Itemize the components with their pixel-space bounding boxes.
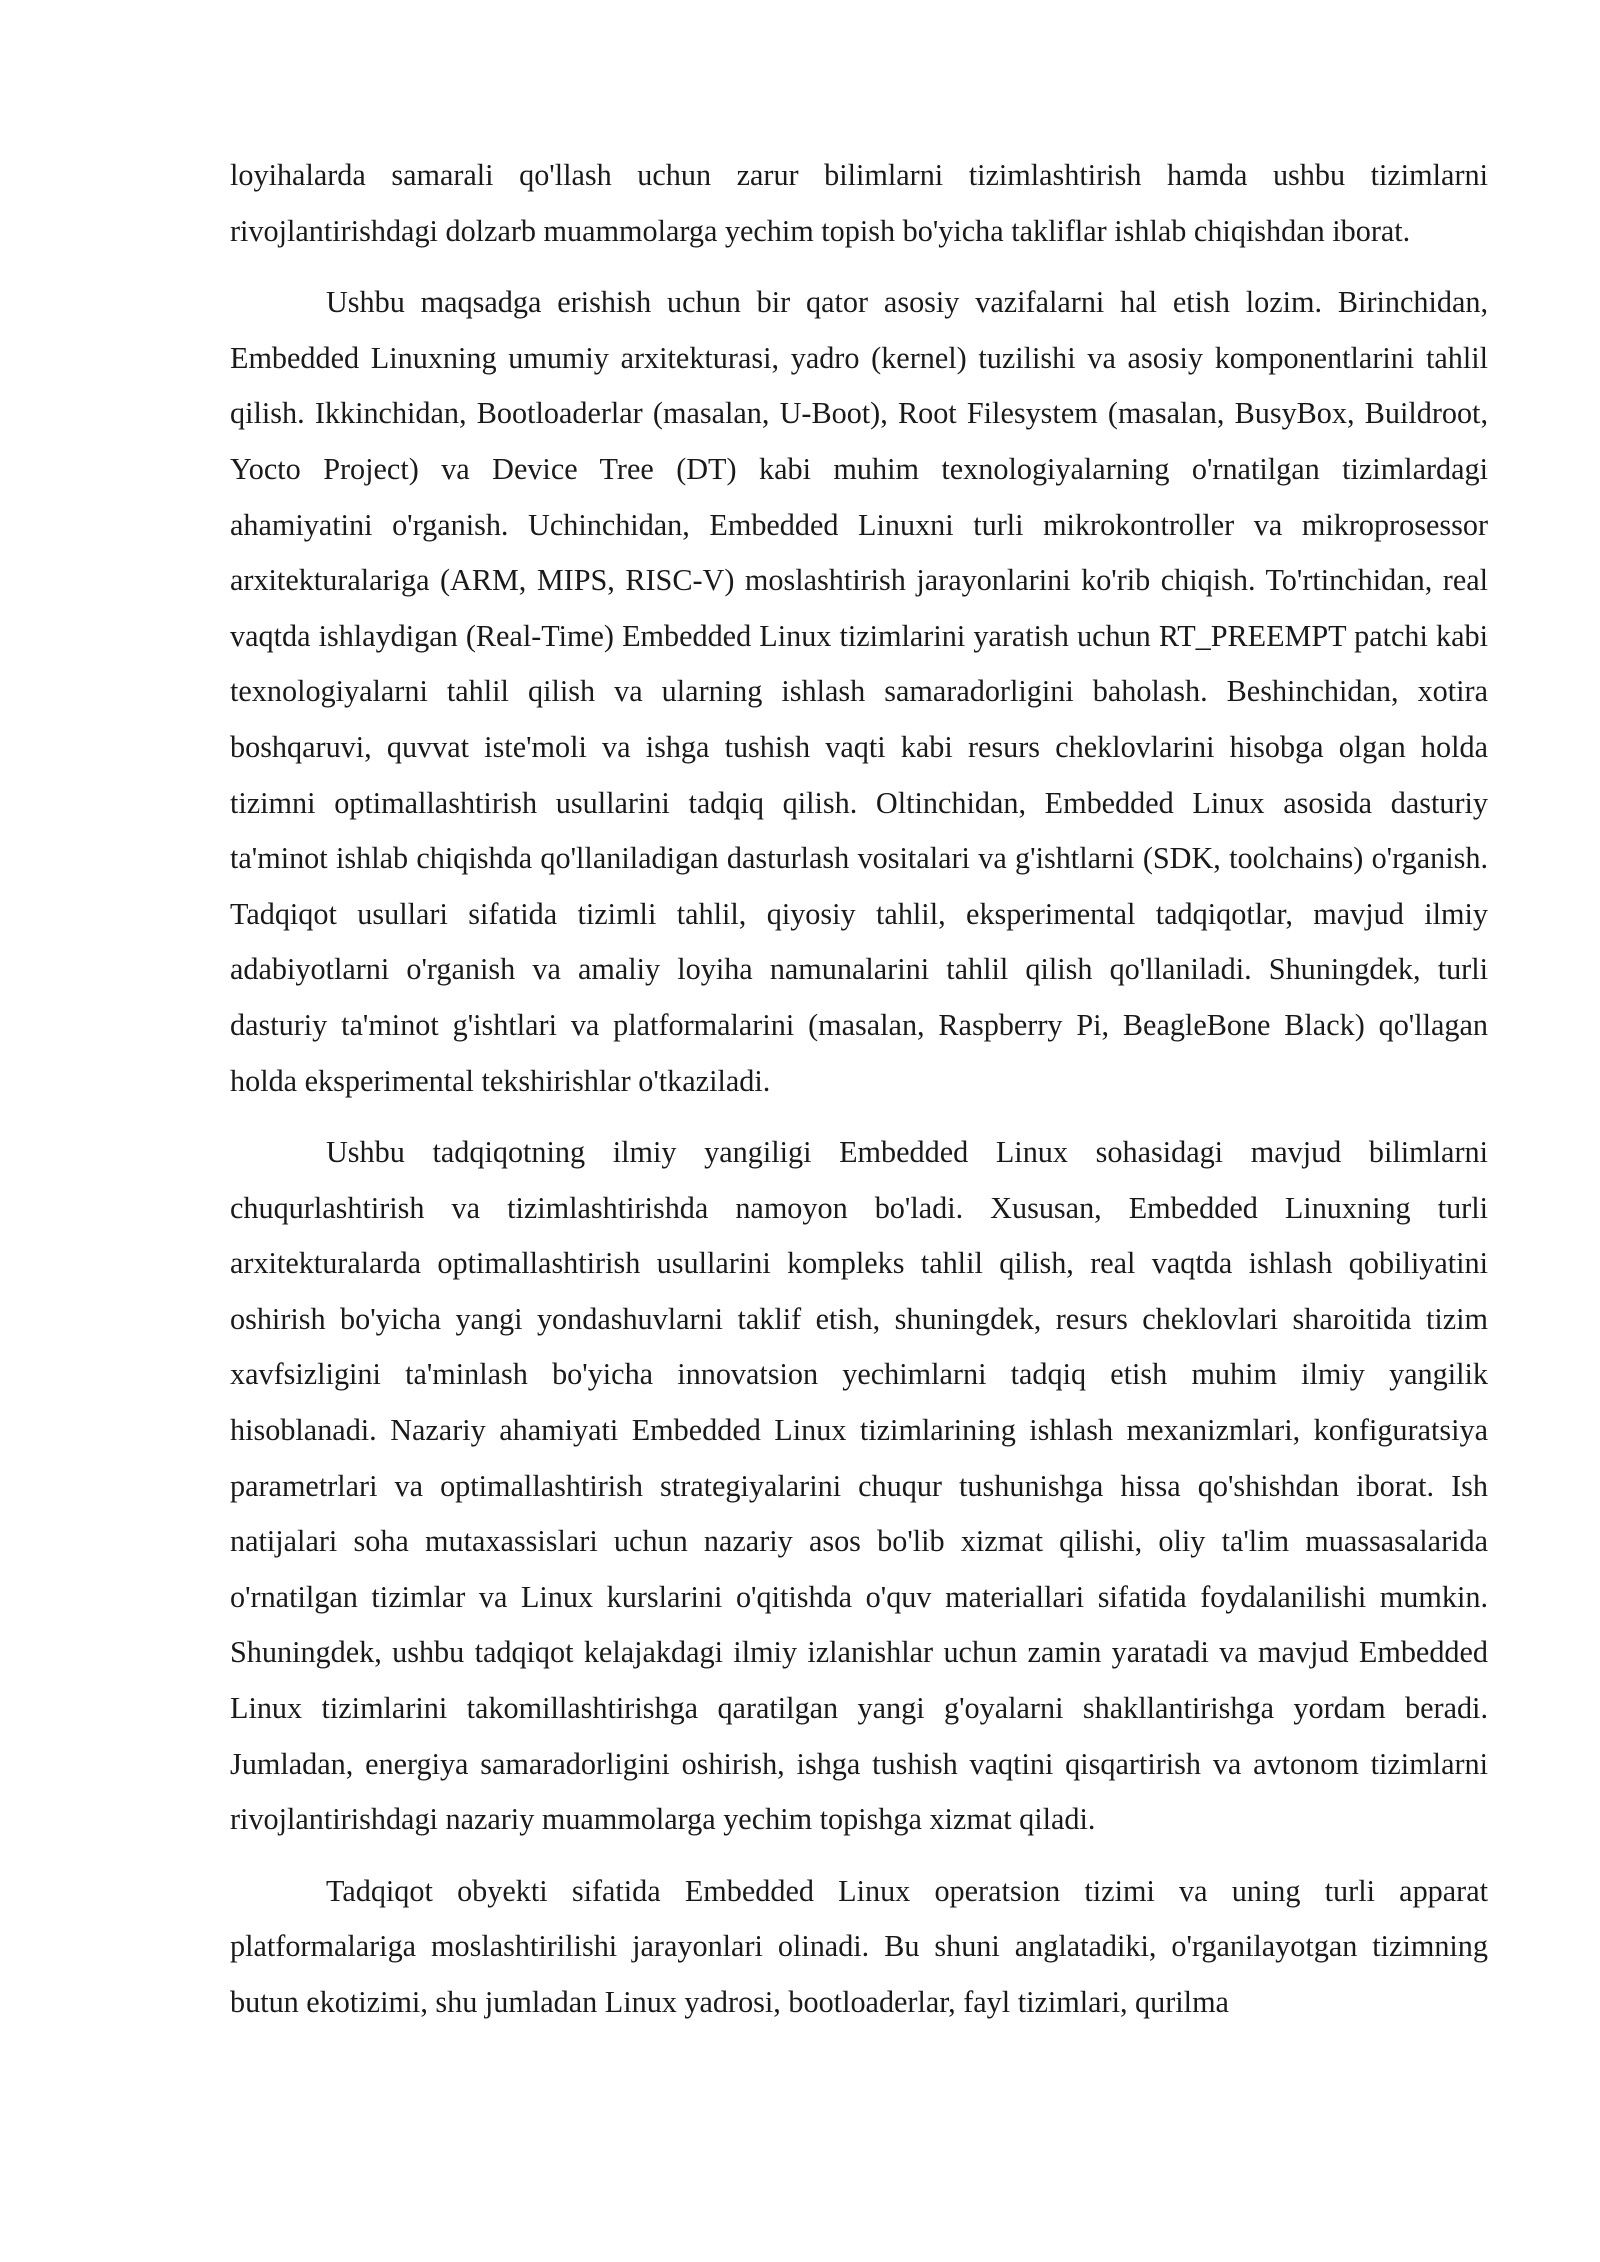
paragraph-novelty: Ushbu tadqiqotning ilmiy yangiligi Embedded Linux sohasidagi mavjud bilimlarni chuqurlashtirish va tizimlashtirishda namoyon bo'ladi. Xususan, Embedded Linuxning turli arxitekturalarda optimallashtirish usullarini kompleks tahlil qilish, real vaqtda ishlash qobiliyatini oshirish bo'yicha yangi yondashuvlarni taklif etish, shuningdek, resurs cheklovlari sharoitida tizim xavfsizligini ta'minlash bo'yicha innovatsion yechimlarni tadqiq etish muhim ilmiy yangilik hisoblanadi. Nazariy ahamiyati Embedded Linux tizimlarining ishlash mexanizmlari, konfiguratsiya parametrlari va optimallashtirish strategiyalarini chuqur tushunishga hissa qo'shishdan iborat. Ish natijalari soha mutaxassislari uchun nazariy asos bo'lib xizmat qilishi, oliy ta'lim muassasalarida o'rnatilgan tizimlar va Linux kurslarini o'qitishda o'quv materiallari sifatida foydalanilishi mumkin. Shuningdek, ushbu tadqiqot kelajakdagi ilmiy izlanishlar uchun zamin yaratadi va mavjud Embedded Linux tizimlarini takomillashtirishga qaratilgan yangi g'oyalarni shakllantirishga yordam beradi. Jumladan, energiya samaradorligini oshirish, ishga tushish vaqtini qisqartirish va avtonom tizimlarni rivojlantirishdagi nazariy muammolarga yechim topishga xizmat qiladi. [230,1135,1488,1837]
paragraph-tasks: Ushbu maqsadga erishish uchun bir qator asosiy vazifalarni hal etish lozim. Birinchidan, Embedded Linuxning umumiy arxitekturasi, yadro (kernel) tuzilishi va asosiy komponentlarini tahlil qilish. Ikkinchidan, Bootloaderlar (masalan, U-Boot), Root Filesystem (masalan, BusyBox, Buildroot, Yocto Project) va Device Tree (DT) kabi muhim texnologiyalarning o'rnatilgan tizimlardagi ahamiyatini o'rganish. Uchinchidan, Embedded Linuxni turli mikrokontroller va mikroprosessor arxitekturalariga (ARM, MIPS, RISC-V) moslashtirish jarayonlarini ko'rib chiqish. To'rtinchidan, real vaqtda ishlaydigan (Real-Time) Embedded Linux tizimlarini yaratish uchun RT_PREEMPT patchi kabi texnologiyalarni tahlil qilish va ularning ishlash samaradorligini baholash. Beshinchidan, xotira boshqaruvi, quvvat iste'moli va ishga tushish vaqti kabi resurs cheklovlarini hisobga olgan holda tizimni optimallashtirish usullarini tadqiq qilish. Oltinchidan, Embedded Linux asosida dasturiy ta'minot ishlab chiqishda qo'llaniladigan dasturlash vositalari va g'ishtlarni (SDK, toolchains) o'rganish. Tadqiqot usullari sifatida tizimli tahlil, qiyosiy tahlil, eksperimental tadqiqotlar, mavjud ilmiy adabiyotlarni o'rganish va amaliy loyiha namunalarini tahlil qilish qo'llaniladi. Shuningdek, turli dasturiy ta'minot g'ishtlari va platformalarini (masalan, Raspberry Pi, BeagleBone Black) qo'llagan holda eksperimental tekshirishlar o'tkaziladi. [230,285,1488,1098]
body-text [230,148,1488,2047]
paragraph-continuation: loyihalarda samarali qo'llash uchun zarur bilimlarni tizimlashtirish hamda ushbu tizimlarni rivojlantirishdagi dolzarb muammolarga yechim topish bo'yicha takliflar ishlab chiqishdan iborat. [230,158,1488,248]
paragraph-research-object: Tadqiqot obyekti sifatida Embedded Linux operatsion tizimi va uning turli apparat platformalariga moslashtirilishi jarayonlari olinadi. Bu shuni anglatadiki, o'rganilayotgan tizimning butun ekotizimi, shu jumladan Linux yadrosi, bootloaderlar, fayl tizimlari, qurilma [230,1873,1488,2019]
